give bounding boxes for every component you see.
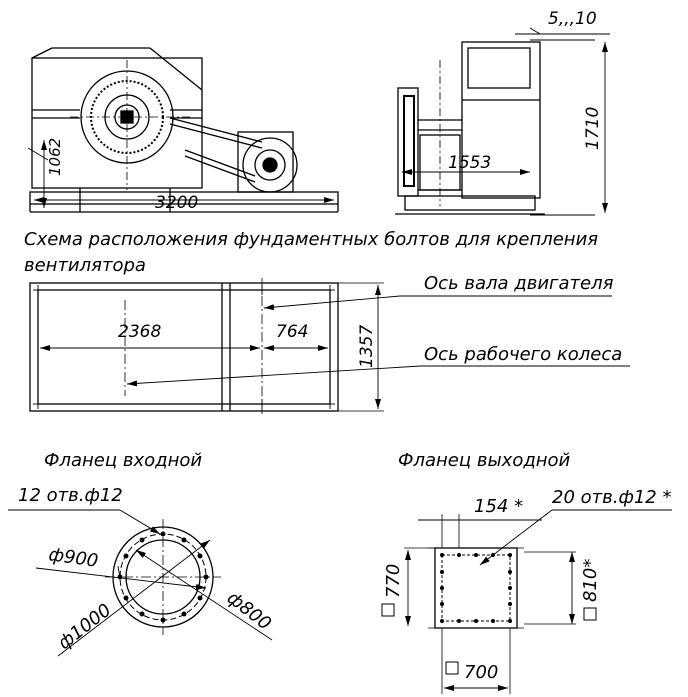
dim-800-label: ф800 xyxy=(222,587,276,635)
dimension-810 xyxy=(524,552,601,624)
dim-1553-label: 1553 xyxy=(448,153,492,173)
bolt-markers xyxy=(33,285,335,409)
dim-154-label: 154 * xyxy=(474,496,524,517)
outlet-flange-holes xyxy=(440,553,512,623)
dimension-1553 xyxy=(402,153,530,173)
dim-764-label: 764 xyxy=(276,322,309,342)
dimension-2368 xyxy=(40,322,260,348)
inlet-holes-leader xyxy=(8,485,160,534)
dim-2368-label: 2368 xyxy=(118,322,162,342)
bolt-layout-plan xyxy=(30,278,384,416)
dimension-3200 xyxy=(34,193,334,213)
dimension-154 xyxy=(418,496,542,548)
outlet-flange-title: Фланец выходной xyxy=(398,450,571,471)
dim-3200-label: 3200 xyxy=(155,193,199,213)
dimension-764 xyxy=(264,322,328,348)
outlet-holes-label: 20 отв.ф12 * xyxy=(552,487,672,508)
inlet-holes-label: 12 отв.ф12 xyxy=(18,485,123,506)
dimension-700 xyxy=(442,628,510,694)
dim-1710-label: 1710 xyxy=(583,106,603,150)
dimension-770 xyxy=(382,548,435,626)
dim-770-label: 770 xyxy=(383,563,404,598)
inlet-flange-title: Фланец входной xyxy=(44,450,203,471)
fan-front-view xyxy=(395,40,595,215)
wheel-axis-leader xyxy=(127,344,630,384)
wheel-axis-label: Ось рабочего колеса xyxy=(424,344,623,365)
dim-1062-label: 1062 xyxy=(46,137,64,176)
motor-axis-label: Ось вала двигателя xyxy=(424,273,614,294)
bolt-layout-caption-line1: Схема расположения фундаментных болтов для крепления xyxy=(24,229,599,250)
dimension-1357 xyxy=(357,285,378,409)
dim-700-label: 700 xyxy=(464,662,499,683)
dim-1357-label: 1357 xyxy=(357,324,377,368)
dim-810-label: 810* xyxy=(580,558,601,602)
dimension-1062 xyxy=(28,138,64,208)
dimension-1710 xyxy=(583,42,605,213)
bolt-layout-caption-line2: вентилятора xyxy=(24,255,146,276)
dimension-5-10 xyxy=(515,9,610,34)
dim-900-label: ф900 xyxy=(47,544,100,572)
fan-side-view xyxy=(30,48,338,212)
dim-1000-label: ф1000 xyxy=(54,599,116,654)
dim-5-10-label: 5,,,10 xyxy=(548,9,597,29)
